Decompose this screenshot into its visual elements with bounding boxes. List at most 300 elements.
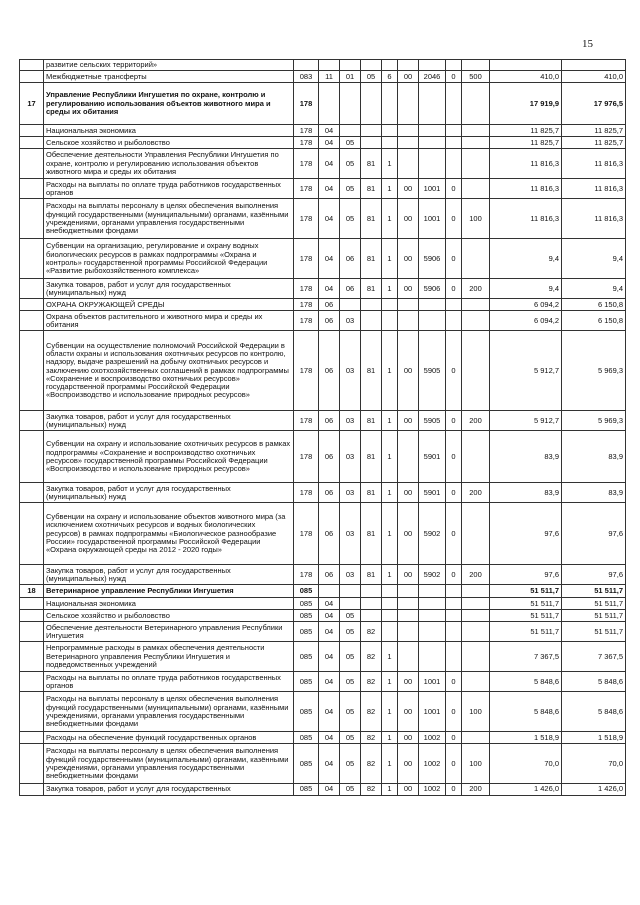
row-name-cell: Расходы на выплаты по оплате труда работников государственных органов <box>44 179 294 199</box>
target-code-3-cell: 00 <box>398 784 419 795</box>
sum-year-1-cell: 83,9 <box>490 431 562 483</box>
sum-year-2-cell: 1 518,9 <box>562 732 626 744</box>
expense-type-cell: 200 <box>462 411 490 431</box>
section-code-cell: 04 <box>319 149 340 179</box>
target-code-2-cell <box>382 60 398 71</box>
target-code-1-cell: 82 <box>361 622 382 642</box>
subsection-code-cell: 03 <box>340 331 361 411</box>
target-code-1-cell <box>361 137 382 149</box>
section-code-cell: 06 <box>319 331 340 411</box>
expense-type-cell <box>462 672 490 692</box>
row-number-cell <box>20 71 44 83</box>
admin-code-cell: 085 <box>294 642 319 672</box>
target-code-5-cell <box>446 60 462 71</box>
target-code-5-cell <box>446 149 462 179</box>
table-row <box>20 239 626 279</box>
section-code-cell: 06 <box>319 431 340 483</box>
target-code-2-cell: 1 <box>382 179 398 199</box>
expense-type-cell <box>462 732 490 744</box>
target-code-3-cell: 00 <box>398 732 419 744</box>
section-code-cell: 04 <box>319 239 340 279</box>
target-code-5-cell: 0 <box>446 784 462 795</box>
target-code-3-cell <box>398 299 419 311</box>
target-code-1-cell: 82 <box>361 784 382 795</box>
target-code-4-cell: 5906 <box>419 279 446 299</box>
subsection-code-cell: 06 <box>340 279 361 299</box>
target-code-4-cell: 5901 <box>419 483 446 503</box>
table-row <box>20 71 626 83</box>
page-number: 15 <box>582 38 593 50</box>
table-row <box>20 60 626 71</box>
sum-year-1-cell: 5 912,7 <box>490 411 562 431</box>
sum-year-1-cell: 51 511,7 <box>490 622 562 642</box>
section-code-cell: 06 <box>319 483 340 503</box>
admin-code-cell: 178 <box>294 565 319 585</box>
target-code-1-cell: 82 <box>361 744 382 784</box>
row-number-cell <box>20 622 44 642</box>
row-name-cell: Закупка товаров, работ и услуг для государственных (муниципальных) нужд <box>44 483 294 503</box>
row-number-cell <box>20 610 44 622</box>
target-code-2-cell <box>382 83 398 125</box>
subsection-code-cell: 03 <box>340 565 361 585</box>
admin-code-cell: 178 <box>294 411 319 431</box>
target-code-5-cell: 0 <box>446 672 462 692</box>
row-name-cell: Охрана объектов растительного и животного мира и среды их обитания <box>44 311 294 331</box>
row-name-cell: развитие сельских территорий» <box>44 60 294 71</box>
section-code-cell: 06 <box>319 503 340 565</box>
sum-year-2-cell: 11 825,7 <box>562 137 626 149</box>
row-number-cell <box>20 199 44 239</box>
target-code-4-cell: 5906 <box>419 239 446 279</box>
row-name-cell: Обеспечение деятельности Ветеринарного управления Республики Ингушетия <box>44 622 294 642</box>
table-row <box>20 483 626 503</box>
target-code-3-cell: 00 <box>398 503 419 565</box>
table-row <box>20 692 626 732</box>
target-code-4-cell: 1001 <box>419 672 446 692</box>
target-code-1-cell <box>361 83 382 125</box>
row-number-cell <box>20 732 44 744</box>
sum-year-1-cell: 11 816,3 <box>490 149 562 179</box>
expense-type-cell: 500 <box>462 71 490 83</box>
admin-code-cell: 085 <box>294 744 319 784</box>
target-code-3-cell: 00 <box>398 565 419 585</box>
row-number-cell <box>20 692 44 732</box>
target-code-1-cell: 81 <box>361 179 382 199</box>
target-code-3-cell <box>398 585 419 598</box>
expense-type-cell <box>462 179 490 199</box>
section-code-cell <box>319 585 340 598</box>
target-code-3-cell: 00 <box>398 692 419 732</box>
target-code-4-cell <box>419 137 446 149</box>
target-code-5-cell: 0 <box>446 279 462 299</box>
sum-year-2-cell: 1 426,0 <box>562 784 626 795</box>
sum-year-1-cell: 5 848,6 <box>490 692 562 732</box>
target-code-1-cell <box>361 610 382 622</box>
row-name-cell: Закупка товаров, работ и услуг для государственных (муниципальных) нужд <box>44 279 294 299</box>
row-number-cell <box>20 431 44 483</box>
section-code-cell: 04 <box>319 642 340 672</box>
admin-code-cell: 178 <box>294 125 319 137</box>
row-number-cell <box>20 565 44 585</box>
table-row <box>20 565 626 585</box>
target-code-3-cell: 00 <box>398 71 419 83</box>
admin-code-cell: 178 <box>294 483 319 503</box>
sum-year-1-cell: 1 426,0 <box>490 784 562 795</box>
row-number-cell <box>20 60 44 71</box>
expense-type-cell <box>462 598 490 610</box>
target-code-1-cell: 81 <box>361 411 382 431</box>
subsection-code-cell: 03 <box>340 431 361 483</box>
row-name-cell: Субвенции на организацию, регулирование и охрану водных биологических ресурсов в рамках подпрограммы «Охрана и контроль» государственной программы Российской Федерации «Развитие рыбохозяйственного комплекса» <box>44 239 294 279</box>
target-code-5-cell: 0 <box>446 744 462 784</box>
row-number-cell <box>20 311 44 331</box>
sum-year-1-cell: 9,4 <box>490 239 562 279</box>
sum-year-2-cell: 6 150,8 <box>562 299 626 311</box>
expense-type-cell: 200 <box>462 483 490 503</box>
subsection-code-cell: 05 <box>340 149 361 179</box>
expense-type-cell <box>462 239 490 279</box>
sum-year-1-cell: 11 816,3 <box>490 199 562 239</box>
subsection-code-cell <box>340 125 361 137</box>
target-code-3-cell <box>398 137 419 149</box>
subsection-code-cell: 05 <box>340 744 361 784</box>
target-code-5-cell <box>446 610 462 622</box>
sum-year-2-cell: 51 511,7 <box>562 585 626 598</box>
target-code-1-cell: 81 <box>361 565 382 585</box>
table-body <box>20 60 626 796</box>
admin-code-cell: 178 <box>294 137 319 149</box>
section-code-cell: 04 <box>319 732 340 744</box>
subsection-code-cell <box>340 83 361 125</box>
section-code-cell <box>319 60 340 71</box>
target-code-1-cell: 81 <box>361 239 382 279</box>
admin-code-cell: 085 <box>294 585 319 598</box>
row-number-cell <box>20 239 44 279</box>
sum-year-2-cell: 5 969,3 <box>562 411 626 431</box>
target-code-4-cell <box>419 125 446 137</box>
target-code-5-cell: 0 <box>446 503 462 565</box>
admin-code-cell: 083 <box>294 71 319 83</box>
target-code-5-cell <box>446 642 462 672</box>
subsection-code-cell: 03 <box>340 411 361 431</box>
sum-year-1-cell: 5 848,6 <box>490 672 562 692</box>
target-code-2-cell: 1 <box>382 411 398 431</box>
target-code-2-cell: 1 <box>382 431 398 483</box>
target-code-4-cell: 5905 <box>419 411 446 431</box>
sum-year-1-cell: 51 511,7 <box>490 585 562 598</box>
target-code-2-cell: 1 <box>382 331 398 411</box>
row-number-cell <box>20 598 44 610</box>
row-name-cell: Расходы на обеспечение функций государственных органов <box>44 732 294 744</box>
target-code-1-cell <box>361 585 382 598</box>
section-code-cell: 04 <box>319 784 340 795</box>
target-code-4-cell <box>419 610 446 622</box>
expense-type-cell: 100 <box>462 199 490 239</box>
sum-year-2-cell: 11 816,3 <box>562 149 626 179</box>
subsection-code-cell: 05 <box>340 137 361 149</box>
expense-type-cell <box>462 299 490 311</box>
row-number-cell <box>20 331 44 411</box>
target-code-3-cell <box>398 610 419 622</box>
section-code-cell: 04 <box>319 199 340 239</box>
subsection-code-cell: 05 <box>340 692 361 732</box>
sum-year-1-cell: 51 511,7 <box>490 610 562 622</box>
target-code-2-cell: 1 <box>382 732 398 744</box>
target-code-3-cell: 00 <box>398 239 419 279</box>
target-code-3-cell <box>398 622 419 642</box>
row-name-cell: Национальная экономика <box>44 598 294 610</box>
target-code-1-cell: 82 <box>361 642 382 672</box>
subsection-code-cell: 05 <box>340 642 361 672</box>
table-row <box>20 279 626 299</box>
target-code-1-cell: 81 <box>361 483 382 503</box>
section-code-cell: 06 <box>319 411 340 431</box>
row-name-cell: Расходы на выплаты по оплате труда работников государственных органов <box>44 672 294 692</box>
target-code-5-cell: 0 <box>446 239 462 279</box>
target-code-4-cell: 1001 <box>419 199 446 239</box>
target-code-2-cell <box>382 311 398 331</box>
row-name-cell: Расходы на выплаты персоналу в целях обеспечения выполнения функций государственными (муниципальными) органами, казёнными учреждениями, органами управления государственными внебюджетными фондами <box>44 744 294 784</box>
sum-year-1-cell: 1 518,9 <box>490 732 562 744</box>
table-row <box>20 431 626 483</box>
sum-year-2-cell: 9,4 <box>562 239 626 279</box>
expense-type-cell <box>462 137 490 149</box>
sum-year-1-cell: 6 094,2 <box>490 311 562 331</box>
target-code-4-cell: 1001 <box>419 179 446 199</box>
target-code-5-cell <box>446 125 462 137</box>
target-code-5-cell: 0 <box>446 732 462 744</box>
sum-year-1-cell: 410,0 <box>490 71 562 83</box>
target-code-2-cell: 1 <box>382 239 398 279</box>
table-row <box>20 598 626 610</box>
row-number-cell <box>20 137 44 149</box>
expense-type-cell <box>462 311 490 331</box>
subsection-code-cell: 05 <box>340 672 361 692</box>
sum-year-1-cell: 9,4 <box>490 279 562 299</box>
row-number-cell: 17 <box>20 83 44 125</box>
admin-code-cell: 085 <box>294 672 319 692</box>
sum-year-2-cell: 17 976,5 <box>562 83 626 125</box>
subsection-code-cell: 05 <box>340 622 361 642</box>
admin-code-cell: 178 <box>294 199 319 239</box>
target-code-2-cell: 1 <box>382 149 398 179</box>
expense-type-cell <box>462 331 490 411</box>
row-number-cell <box>20 503 44 565</box>
table-row <box>20 331 626 411</box>
target-code-2-cell: 1 <box>382 744 398 784</box>
section-code-cell: 04 <box>319 279 340 299</box>
expense-type-cell <box>462 149 490 179</box>
sum-year-2-cell: 83,9 <box>562 431 626 483</box>
admin-code-cell: 178 <box>294 299 319 311</box>
target-code-4-cell <box>419 60 446 71</box>
expense-type-cell <box>462 125 490 137</box>
target-code-2-cell: 1 <box>382 199 398 239</box>
target-code-1-cell <box>361 125 382 137</box>
sum-year-2-cell: 11 816,3 <box>562 199 626 239</box>
admin-code-cell: 085 <box>294 610 319 622</box>
admin-code-cell: 085 <box>294 784 319 795</box>
target-code-4-cell: 5902 <box>419 503 446 565</box>
row-name-cell: Обеспечение деятельности Управления Республики Ингушетия по охране, контролю и регулированию использования объектов животного мира и среды их обитания <box>44 149 294 179</box>
sum-year-2-cell: 51 511,7 <box>562 622 626 642</box>
subsection-code-cell <box>340 585 361 598</box>
table-row <box>20 137 626 149</box>
target-code-1-cell: 81 <box>361 149 382 179</box>
target-code-2-cell: 1 <box>382 784 398 795</box>
target-code-3-cell: 00 <box>398 672 419 692</box>
target-code-1-cell: 81 <box>361 331 382 411</box>
sum-year-1-cell: 70,0 <box>490 744 562 784</box>
target-code-3-cell: 00 <box>398 411 419 431</box>
row-name-cell: Субвенции на охрану и использование охотничьих ресурсов в рамках подпрограммы «Сохранение и воспроизводство охотничьих ресурсов» государственной программы Российской Федерации «Воспроизводство и использование природных ресурсов» <box>44 431 294 483</box>
admin-code-cell: 178 <box>294 279 319 299</box>
subsection-code-cell <box>340 299 361 311</box>
sum-year-1-cell: 51 511,7 <box>490 598 562 610</box>
target-code-5-cell: 0 <box>446 565 462 585</box>
target-code-2-cell: 1 <box>382 565 398 585</box>
sum-year-1-cell: 5 912,7 <box>490 331 562 411</box>
table-row <box>20 732 626 744</box>
sum-year-1-cell: 11 825,7 <box>490 137 562 149</box>
target-code-1-cell: 82 <box>361 692 382 732</box>
table-row <box>20 503 626 565</box>
table-row <box>20 299 626 311</box>
target-code-5-cell: 0 <box>446 483 462 503</box>
row-name-cell: Национальная экономика <box>44 125 294 137</box>
admin-code-cell: 085 <box>294 732 319 744</box>
target-code-1-cell <box>361 311 382 331</box>
subsection-code-cell: 05 <box>340 732 361 744</box>
row-name-cell: Сельское хозяйство и рыболовство <box>44 610 294 622</box>
sum-year-2-cell: 97,6 <box>562 503 626 565</box>
row-name-cell: Сельское хозяйство и рыболовство <box>44 137 294 149</box>
subsection-code-cell: 03 <box>340 311 361 331</box>
table-row <box>20 125 626 137</box>
target-code-2-cell <box>382 610 398 622</box>
row-number-cell <box>20 279 44 299</box>
sum-year-1-cell <box>490 60 562 71</box>
target-code-2-cell <box>382 137 398 149</box>
target-code-5-cell <box>446 585 462 598</box>
target-code-2-cell: 1 <box>382 279 398 299</box>
target-code-3-cell: 00 <box>398 331 419 411</box>
sum-year-2-cell <box>562 60 626 71</box>
row-name-cell: ОХРАНА ОКРУЖАЮЩЕЙ СРЕДЫ <box>44 299 294 311</box>
target-code-5-cell <box>446 299 462 311</box>
expense-type-cell: 200 <box>462 565 490 585</box>
expense-type-cell: 200 <box>462 279 490 299</box>
section-code-cell: 04 <box>319 672 340 692</box>
subsection-code-cell <box>340 598 361 610</box>
section-code-cell: 04 <box>319 125 340 137</box>
table-row <box>20 179 626 199</box>
table-row <box>20 622 626 642</box>
target-code-2-cell: 1 <box>382 672 398 692</box>
row-name-cell: Закупка товаров, работ и услуг для государственных (муниципальных) нужд <box>44 565 294 585</box>
target-code-4-cell: 1002 <box>419 784 446 795</box>
sum-year-2-cell: 11 816,3 <box>562 179 626 199</box>
row-number-cell: 18 <box>20 585 44 598</box>
section-code-cell: 04 <box>319 610 340 622</box>
sum-year-2-cell: 7 367,5 <box>562 642 626 672</box>
target-code-4-cell <box>419 299 446 311</box>
admin-code-cell: 085 <box>294 622 319 642</box>
target-code-4-cell: 5902 <box>419 565 446 585</box>
subsection-code-cell: 05 <box>340 199 361 239</box>
target-code-3-cell: 00 <box>398 199 419 239</box>
target-code-1-cell: 82 <box>361 732 382 744</box>
subsection-code-cell: 05 <box>340 610 361 622</box>
subsection-code-cell: 05 <box>340 784 361 795</box>
target-code-5-cell <box>446 598 462 610</box>
target-code-4-cell <box>419 149 446 179</box>
admin-code-cell: 178 <box>294 149 319 179</box>
target-code-4-cell <box>419 585 446 598</box>
row-name-cell: Непрограммные расходы в рамках обеспечения деятельности Ветеринарного управления Республики Ингушетия и подведомственных учреждений <box>44 642 294 672</box>
sum-year-1-cell: 11 816,3 <box>490 179 562 199</box>
table-row <box>20 411 626 431</box>
target-code-5-cell: 0 <box>446 331 462 411</box>
row-number-cell <box>20 744 44 784</box>
target-code-1-cell <box>361 299 382 311</box>
expense-type-cell <box>462 60 490 71</box>
table-row <box>20 672 626 692</box>
sum-year-2-cell: 410,0 <box>562 71 626 83</box>
table-row <box>20 149 626 179</box>
admin-code-cell: 178 <box>294 431 319 483</box>
sum-year-1-cell: 97,6 <box>490 503 562 565</box>
section-code-cell: 04 <box>319 137 340 149</box>
target-code-3-cell <box>398 125 419 137</box>
table-row <box>20 642 626 672</box>
table-row <box>20 311 626 331</box>
target-code-1-cell: 81 <box>361 279 382 299</box>
expense-type-cell: 200 <box>462 784 490 795</box>
subsection-code-cell: 03 <box>340 483 361 503</box>
subsection-code-cell <box>340 60 361 71</box>
sum-year-2-cell: 51 511,7 <box>562 598 626 610</box>
target-code-2-cell <box>382 622 398 642</box>
row-name-cell: Межбюджетные трансферты <box>44 71 294 83</box>
target-code-4-cell: 2046 <box>419 71 446 83</box>
row-name-cell: Закупка товаров, работ и услуг для государственных <box>44 784 294 795</box>
target-code-2-cell: 1 <box>382 503 398 565</box>
admin-code-cell: 178 <box>294 179 319 199</box>
admin-code-cell: 178 <box>294 331 319 411</box>
subsection-code-cell: 03 <box>340 503 361 565</box>
admin-code-cell <box>294 60 319 71</box>
target-code-2-cell <box>382 585 398 598</box>
target-code-2-cell <box>382 299 398 311</box>
target-code-3-cell <box>398 60 419 71</box>
expense-type-cell: 100 <box>462 692 490 732</box>
row-name-cell: Управление Республики Ингушетия по охране, контролю и регулированию использования объектов животного мира и среды их обитания <box>44 83 294 125</box>
row-number-cell <box>20 179 44 199</box>
row-number-cell <box>20 411 44 431</box>
expense-type-cell <box>462 610 490 622</box>
sum-year-1-cell: 7 367,5 <box>490 642 562 672</box>
sum-year-2-cell: 11 825,7 <box>562 125 626 137</box>
row-number-cell <box>20 672 44 692</box>
table-row <box>20 744 626 784</box>
section-code-cell: 06 <box>319 565 340 585</box>
target-code-4-cell: 5901 <box>419 431 446 483</box>
target-code-4-cell: 1002 <box>419 744 446 784</box>
admin-code-cell: 085 <box>294 692 319 732</box>
target-code-3-cell: 00 <box>398 179 419 199</box>
sum-year-1-cell: 17 919,9 <box>490 83 562 125</box>
